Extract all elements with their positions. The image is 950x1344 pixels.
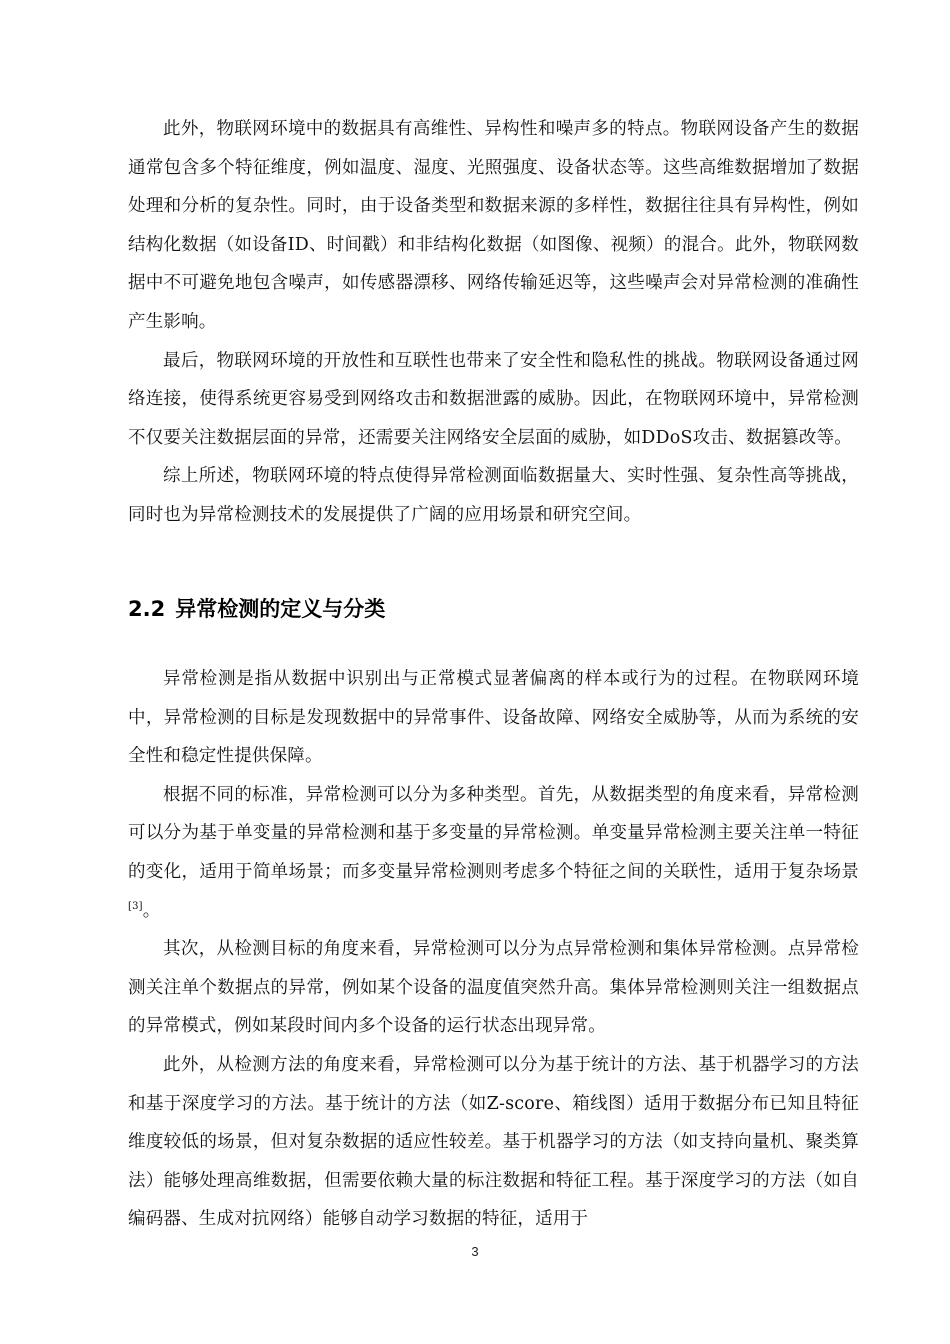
paragraph: 异常检测是指从数据中识别出与正常模式显著偏离的样本或行为的过程。在物联网环境中，异常检测的目标是发现数据中的异常事件、设备故障、网络安全威胁等，从而为系统的安全性和稳定性提供保障。 <box>128 669 859 767</box>
paragraph-text-tail: 。 <box>142 900 161 921</box>
citation-reference[interactable]: [3] <box>128 900 143 912</box>
paragraph-text: 根据不同的标准，异常检测可以分为多种类型。首先，从数据类型的角度来看，异常检测可以分为基于单变量的异常检测和基于多变量的异常检测。单变量异常检测主要关注单一特征的变化，适用于简单场景；而多变量异常检测则考虑多个特征之间的关联性，适用于复杂场景 <box>128 784 859 882</box>
page-number: 3 <box>471 1244 479 1259</box>
section-heading <box>128 594 385 624</box>
paragraph: 其次，从检测目标的角度来看，异常检测可以分为点异常检测和集体异常检测。点异常检测关注单个数据点的异常，例如某个设备的温度值突然升高。集体异常检测则关注一组数据点的异常模式，例如某段时间内多个设备的运行状态出现异常。 <box>128 939 859 1037</box>
paragraph: 此外，从检测方法的角度来看，异常检测可以分为基于统计的方法、基于机器学习的方法和基于深度学习的方法。基于统计的方法（如Z-score、箱线图）适用于数据分布已知且特征维度较低的场景，但对复杂数据的适应性较差。基于机器学习的方法（如支持向量机、聚类算法）能够处理高维数据，但需要依赖大量的标注数据和特征工程。基于深度学习的方法（如自编码器、生成对抗网络）能够自动学习数据的特征，适用于 <box>128 1054 859 1230</box>
paragraph: 最后，物联网环境的开放性和互联性也带来了安全性和隐私性的挑战。物联网设备通过网络连接，使得系统更容易受到网络攻击和数据泄露的威胁。因此，在物联网环境中，异常检测不仅要关注数据层面的异常，还需要关注网络安全层面的威胁，如DDoS攻击、数据篡改等。 <box>128 350 859 448</box>
paragraph <box>128 776 859 930</box>
section-number: 2.2 <box>128 597 166 621</box>
body-text-top <box>128 110 859 535</box>
paragraph: 此外，物联网环境中的数据具有高维性、异构性和噪声多的特点。物联网设备产生的数据通常包含多个特征维度，例如温度、湿度、光照强度、设备状态等。这些高维数据增加了数据处理和分析的复杂性。同时，由于设备类型和数据来源的多样性，数据往往具有异构性，例如结构化数据（如设备ID、时间戳）和非结构化数据（如图像、视频）的混合。此外，物联网数据中不可避免地包含噪声，如传感器漂移、网络传输延迟等，这些噪声会对异常检测的准确性产生影响。 <box>128 119 859 332</box>
body-text-bottom <box>128 660 859 1239</box>
section-title: 异常检测的定义与分类 <box>175 597 386 621</box>
paragraph: 综上所述，物联网环境的特点使得异常检测面临数据量大、实时性强、复杂性高等挑战，同时也为异常检测技术的发展提供了广阔的应用场景和研究空间。 <box>128 466 859 525</box>
